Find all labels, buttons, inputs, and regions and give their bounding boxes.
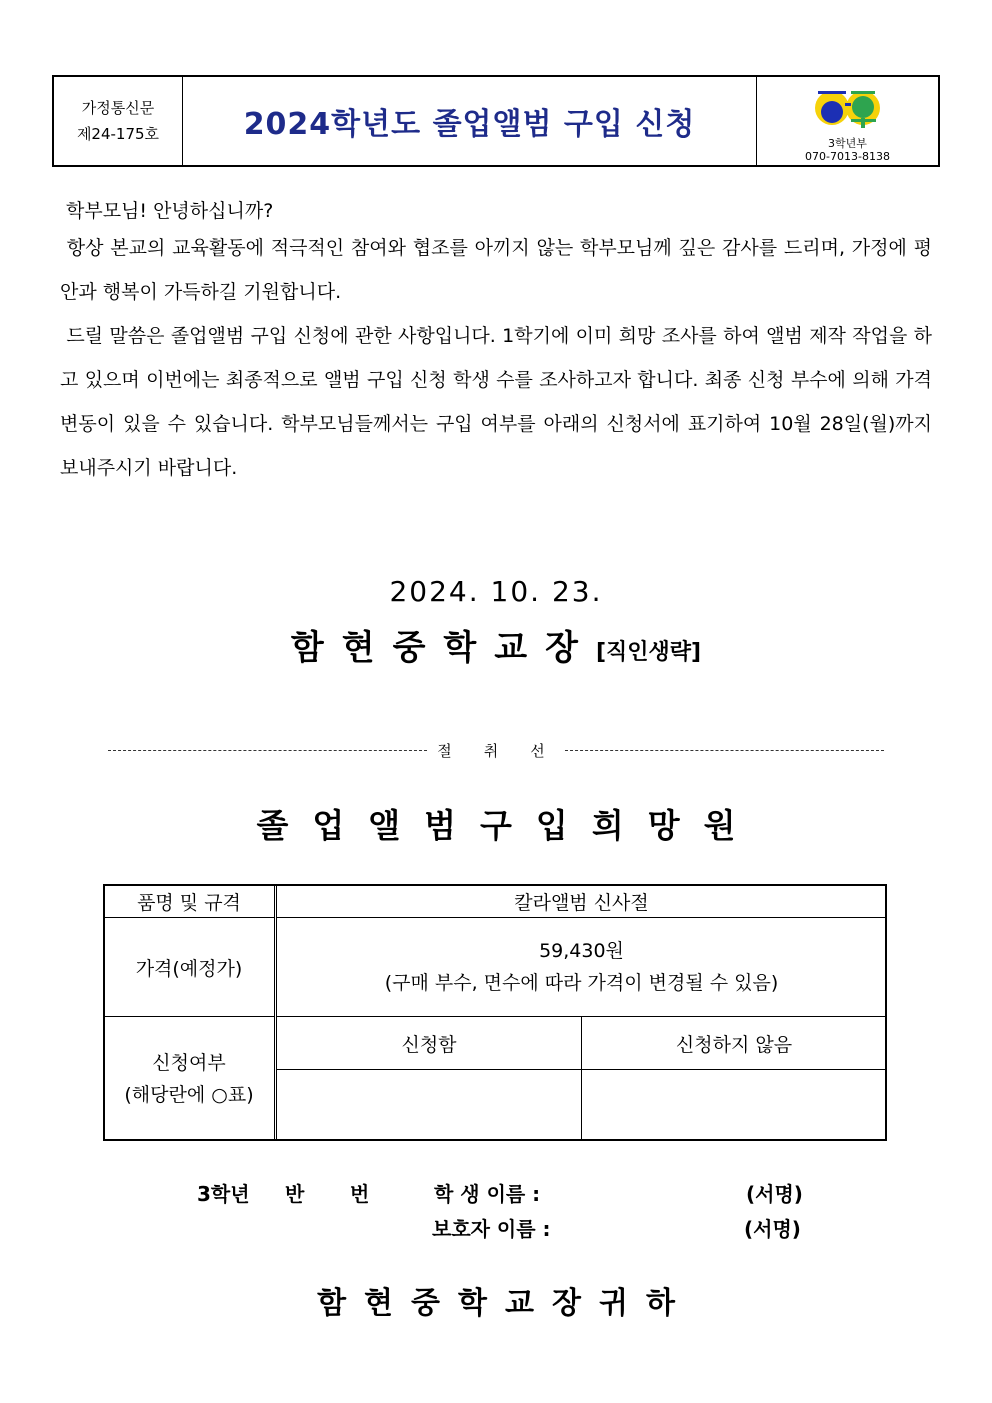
number-label: 번 bbox=[350, 1182, 370, 1206]
logo-blue-dot bbox=[821, 101, 843, 123]
header-box bbox=[52, 75, 940, 167]
cut-line bbox=[108, 738, 884, 762]
apply-note: (해당란에 ○표) bbox=[124, 1083, 254, 1106]
dept-info bbox=[756, 77, 938, 165]
issue-date: 2024. 10. 23. bbox=[389, 575, 603, 608]
option-apply-label: 신청함 bbox=[276, 1017, 582, 1070]
form-title: 졸업앨범구입희망원 bbox=[256, 806, 760, 845]
table-row bbox=[104, 885, 887, 918]
logo-blue-stem bbox=[845, 103, 851, 106]
cut-line-right bbox=[565, 750, 884, 751]
table-row bbox=[104, 918, 887, 1017]
doc-number: 제24-175호 bbox=[76, 125, 160, 143]
grade-label: 3학년 bbox=[197, 1182, 250, 1206]
application-table bbox=[103, 884, 887, 1141]
price-label: 가격(예정가) bbox=[104, 918, 276, 1017]
greeting: 학부모님! 안녕하십니까? bbox=[66, 200, 274, 222]
apply-label-cell bbox=[104, 1017, 276, 1141]
principal-line bbox=[0, 620, 992, 669]
closing-addressee: 함현중학교장귀하 bbox=[317, 1286, 693, 1321]
paragraph-2: 드릴 말씀은 졸업앨범 구입 신청에 관한 사항입니다. 1학기에 이미 희망 조사를 하여 앨범 제작 작업을 하고 있으며 이번에는 최종적으로 앨범 구입 신청 학생 수를 조사하고자 합니다. 최종 신청 부수에 의해 가격 변동이 있을 수 있습니다. 학부모님들께서는 구입 여부를 아래의 신청서에 표기하여 10월 28일(월)까지 보내주시기 바랍니다. bbox=[60, 325, 932, 479]
option-not-apply-mark-cell[interactable] bbox=[582, 1070, 887, 1141]
seal-note: [직인생략] bbox=[595, 640, 702, 665]
logo-bar-left bbox=[818, 91, 846, 94]
guardian-sign-mark: (서명) bbox=[744, 1217, 801, 1241]
price-cell bbox=[276, 918, 887, 1017]
student-sign-mark: (서명) bbox=[746, 1182, 803, 1206]
cut-line-label: 절취선 bbox=[437, 741, 577, 760]
apply-label: 신청여부 bbox=[152, 1051, 226, 1074]
dept-name: 3학년부 bbox=[828, 137, 867, 150]
option-apply-mark-cell[interactable] bbox=[276, 1070, 582, 1141]
doc-type: 가정통신문 bbox=[81, 99, 155, 117]
doc-info bbox=[54, 77, 183, 165]
guardian-name-label: 보호자 이름 : bbox=[432, 1217, 551, 1241]
letter-body bbox=[60, 196, 932, 490]
principal-name: 함현중학교장 bbox=[290, 628, 596, 668]
logo-bar-right bbox=[851, 91, 875, 94]
page-title: 2024학년도 졸업앨범 구입 신청 bbox=[243, 107, 696, 142]
class-label: 반 bbox=[285, 1182, 305, 1206]
price-value: 59,430원 bbox=[539, 940, 624, 962]
logo-green-base bbox=[851, 119, 876, 122]
dept-phone: 070-7013-8138 bbox=[805, 150, 890, 163]
logo-green-dot bbox=[852, 96, 874, 118]
price-note: (구매 부수, 면수에 따라 가격이 변경될 수 있음) bbox=[384, 972, 779, 994]
item-value: 칼라앨범 신사절 bbox=[276, 885, 887, 918]
table-row bbox=[104, 1017, 887, 1070]
paragraph-1: 항상 본교의 교육활동에 적극적인 참여와 협조를 아끼지 않는 학부모님께 깊은 감사를 드리며, 가정에 평안과 행복이 가득하길 기원합니다. bbox=[60, 237, 932, 303]
item-label: 품명 및 규격 bbox=[104, 885, 276, 918]
student-name-label: 학 생 이름 : bbox=[434, 1182, 541, 1206]
option-not-apply-label: 신청하지 않음 bbox=[582, 1017, 887, 1070]
cut-line-left bbox=[108, 750, 427, 751]
school-logo-icon bbox=[815, 85, 881, 131]
